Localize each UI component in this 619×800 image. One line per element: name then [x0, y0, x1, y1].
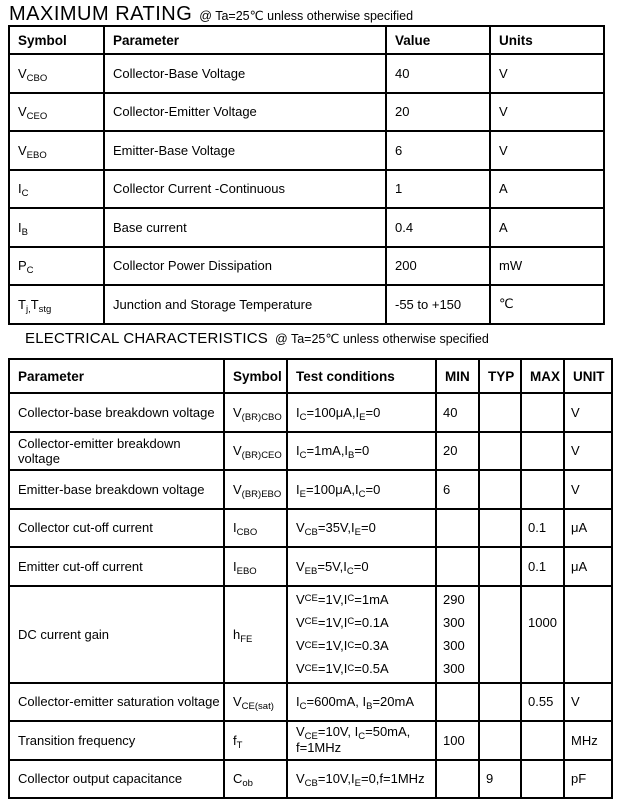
electrical-characteristics-heading: [25, 330, 489, 347]
typ-cell: [479, 721, 521, 760]
table-row: [9, 509, 612, 548]
symbol-cell: $I_{EBO}$: [224, 547, 287, 586]
table-row: [9, 760, 612, 799]
table-row: [9, 170, 604, 209]
conditions-cell: $V_{EB}=5V,I_C=0$: [287, 547, 436, 586]
col-header-min: MIN: [436, 359, 479, 393]
min-cell: [436, 509, 479, 548]
symbol-cell: $V_{CEO}$: [9, 93, 104, 132]
typ-cell: [479, 470, 521, 509]
typ-cell: [479, 683, 521, 722]
unit-cell: V: [564, 432, 612, 471]
table-row: [9, 247, 604, 286]
max-cell: [521, 432, 564, 471]
symbol-cell: $V_{(BR)CEO}$: [224, 432, 287, 471]
ec-header-row: [9, 359, 612, 393]
min-line: 300: [443, 638, 465, 654]
parameter-cell: Transition frequency: [9, 721, 224, 760]
max-rating-table: [8, 25, 605, 325]
symbol-cell: $V_{(BR)EBO}$: [224, 470, 287, 509]
condition-line: V CE =1V,I C =1mA: [296, 591, 389, 607]
conditions-cell: $V_{CB}=35V,I_E=0$: [287, 509, 436, 548]
min-line: 290: [443, 591, 465, 607]
electrical-characteristics-table: [8, 358, 613, 799]
electrical-characteristics-title: ELECTRICAL CHARACTERISTICS: [25, 330, 269, 347]
units-cell: V: [490, 131, 604, 170]
min-line: 300: [443, 614, 465, 630]
conditions-cell: $V_{CB}=10V,I_E=0,f=1MHz$: [287, 760, 436, 799]
max-cell: 0.1: [521, 509, 564, 548]
min-cell: 100: [436, 721, 479, 760]
conditions-cell: $I_C=100\mu A,I_E=0$: [287, 393, 436, 432]
min-cell: [436, 547, 479, 586]
unit-cell: [564, 586, 612, 683]
col-header-max: MAX: [521, 359, 564, 393]
max-line: 1000: [528, 614, 557, 630]
unit-cell: μA: [564, 509, 612, 548]
conditions-cell: [287, 721, 436, 760]
condition-line: V CE =1V,I C =0.5A: [296, 661, 389, 677]
unit-cell: μA: [564, 547, 612, 586]
parameter-cell: Collector-emitter saturation voltage: [9, 683, 224, 722]
symbol-cell: $I_B$: [9, 208, 104, 247]
symbol-cell: $V_{CE(sat)}$: [224, 683, 287, 722]
condition-line: f=1MHz: [296, 740, 342, 756]
col-header-symbol: Symbol: [224, 359, 287, 393]
value-cell: 20: [386, 93, 490, 132]
parameter-cell: Emitter cut-off current: [9, 547, 224, 586]
min-line: 300: [443, 661, 465, 677]
units-cell: V: [490, 93, 604, 132]
symbol-cell: $T_{j,}T_{stg}$: [9, 285, 104, 324]
table-row: [9, 683, 612, 722]
typ-cell: 9: [479, 760, 521, 799]
unit-cell: MHz: [564, 721, 612, 760]
table-row: [9, 208, 604, 247]
max-cell: [521, 586, 564, 683]
col-header-value: Value: [386, 26, 490, 54]
symbol-cell: $V_{EBO}$: [9, 131, 104, 170]
units-cell: mW: [490, 247, 604, 286]
symbol-cell: $I_{CBO}$: [224, 509, 287, 548]
condition-line: $V_{CE}=10V$, $I_C=50mA$,: [296, 724, 411, 743]
value-cell: 40: [386, 54, 490, 93]
parameter-cell: Collector cut-off current: [9, 509, 224, 548]
typ-cell: [479, 547, 521, 586]
symbol-cell: $V_{CBO}$: [9, 54, 104, 93]
min-cell: 20: [436, 432, 479, 471]
symbol-cell: $f_T$: [224, 721, 287, 760]
min-cell: 6: [436, 470, 479, 509]
table-row-dc-current-gain: [9, 586, 612, 683]
units-cell: A: [490, 208, 604, 247]
conditions-cell: $I_E=100\mu A,I_C=0$: [287, 470, 436, 509]
units-cell: A: [490, 170, 604, 209]
symbol-cell: $P_C$: [9, 247, 104, 286]
table-row: [9, 393, 612, 432]
table-row: [9, 285, 604, 324]
min-cell: [436, 760, 479, 799]
typ-cell: [479, 432, 521, 471]
symbol-cell: $V_{(BR)CBO}$: [224, 393, 287, 432]
max-cell: [521, 393, 564, 432]
max-rating-subtitle: @ Ta=25℃ unless otherwise specified: [199, 9, 414, 23]
col-header-symbol: Symbol: [9, 26, 104, 54]
unit-cell: pF: [564, 760, 612, 799]
col-header-typ: TYP: [479, 359, 521, 393]
max-rating-heading: [9, 3, 413, 26]
symbol-cell: $C_{ob}$: [224, 760, 287, 799]
parameter-cell: Base current: [104, 208, 386, 247]
parameter-cell: Collector Power Dissipation: [104, 247, 386, 286]
col-header-parameter: Parameter: [9, 359, 224, 393]
units-cell: V: [490, 54, 604, 93]
col-header-unit: UNIT: [564, 359, 612, 393]
col-header-units: Units: [490, 26, 604, 54]
max-cell: 0.1: [521, 547, 564, 586]
value-cell: 6: [386, 131, 490, 170]
max-cell: [521, 760, 564, 799]
parameter-cell: Collector-Emitter Voltage: [104, 93, 386, 132]
table-row: [9, 131, 604, 170]
parameter-cell: Emitter-base breakdown voltage: [9, 470, 224, 509]
min-cell: [436, 683, 479, 722]
unit-cell: V: [564, 393, 612, 432]
table-row: [9, 547, 612, 586]
parameter-cell: Collector-base breakdown voltage: [9, 393, 224, 432]
parameter-cell: Emitter-Base Voltage: [104, 131, 386, 170]
table-row: [9, 721, 612, 760]
parameter-cell: DC current gain: [9, 586, 224, 683]
parameter-cell: Collector Current -Continuous: [104, 170, 386, 209]
col-header-parameter: Parameter: [104, 26, 386, 54]
unit-cell: V: [564, 470, 612, 509]
parameter-cell: Collector-emitter breakdown voltage: [9, 432, 224, 471]
max-rating-title: MAXIMUM RATING: [9, 3, 193, 25]
parameter-cell: Junction and Storage Temperature: [104, 285, 386, 324]
value-cell: 200: [386, 247, 490, 286]
units-cell: ℃: [490, 285, 604, 324]
symbol-cell: $I_C$: [9, 170, 104, 209]
typ-cell: [479, 509, 521, 548]
min-cell: 40: [436, 393, 479, 432]
unit-cell: V: [564, 683, 612, 722]
conditions-cell: $I_C=600mA$, $I_B=20mA$: [287, 683, 436, 722]
value-cell: 1: [386, 170, 490, 209]
value-cell: 0.4: [386, 208, 490, 247]
table-row: [9, 93, 604, 132]
value-cell: -55 to +150: [386, 285, 490, 324]
condition-line: V CE =1V,I C =0.3A: [296, 638, 389, 654]
max-cell: 0.55: [521, 683, 564, 722]
conditions-cell: $I_C=1mA,I_B=0$: [287, 432, 436, 471]
table-row: [9, 54, 604, 93]
max-rating-header-row: [9, 26, 604, 54]
min-cell: [436, 586, 479, 683]
table-row: [9, 470, 612, 509]
condition-line: V CE =1V,I C =0.1A: [296, 614, 389, 630]
table-row: [9, 432, 612, 471]
max-cell: [521, 721, 564, 760]
symbol-cell: $h_{FE}$: [224, 586, 287, 683]
max-cell: [521, 470, 564, 509]
typ-cell: [479, 393, 521, 432]
electrical-characteristics-subtitle: @ Ta=25℃ unless otherwise specified: [275, 332, 489, 346]
parameter-cell: Collector output capacitance: [9, 760, 224, 799]
conditions-cell: [287, 586, 436, 683]
col-header-test-conditions: Test conditions: [287, 359, 436, 393]
parameter-cell: Collector-Base Voltage: [104, 54, 386, 93]
typ-cell: [479, 586, 521, 683]
